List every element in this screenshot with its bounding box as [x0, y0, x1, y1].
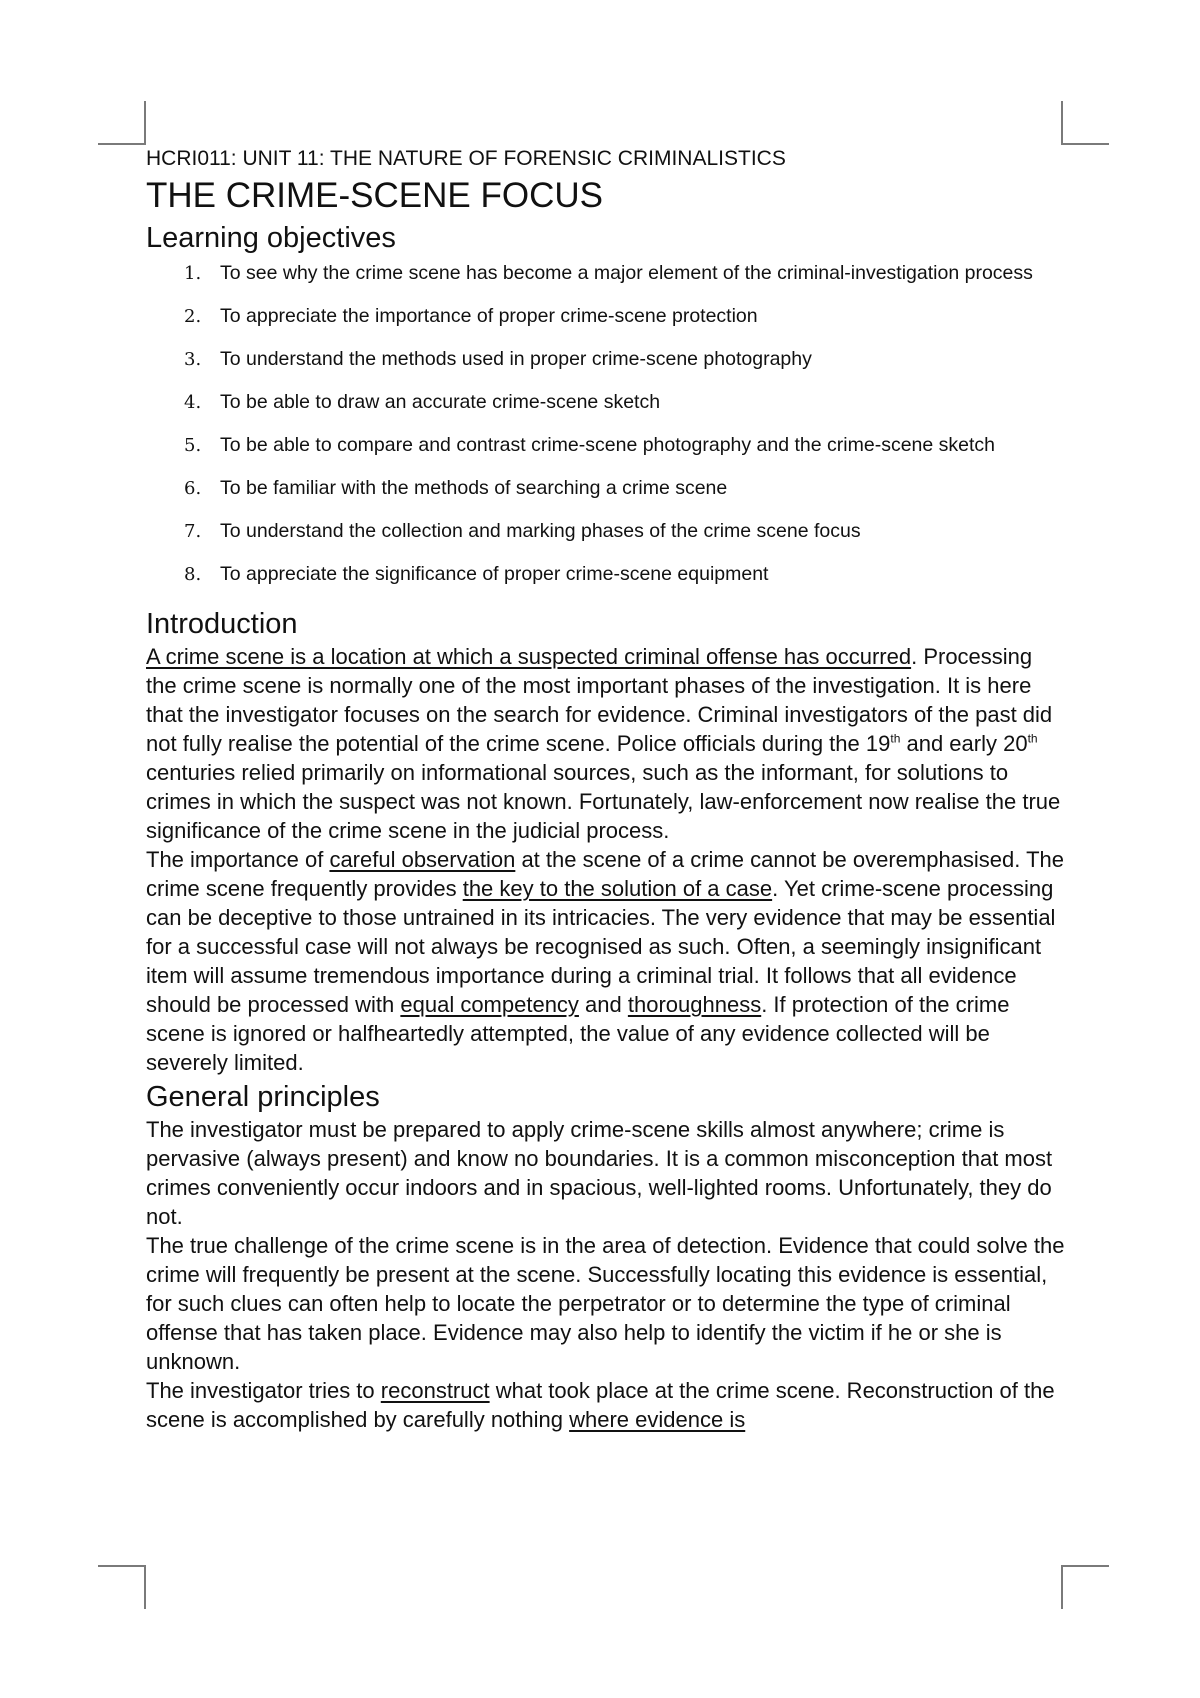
list-item-text: To understand the collection and marking phases of the crime scene focus — [220, 520, 861, 542]
list-item-text: To appreciate the importance of proper crime-scene protection — [220, 305, 758, 327]
crop-mark-bottom-left-horizontal — [98, 1565, 146, 1567]
list-item-number: 2. — [184, 306, 202, 327]
list-item-number: 6. — [184, 478, 202, 499]
crop-mark-top-left-vertical — [144, 101, 146, 145]
paragraph-text: The importance of — [146, 847, 330, 872]
paragraph-text: at the scene of a crime cannot be overemphasised. The crime scene frequently provides — [146, 847, 1065, 901]
list-item — [146, 346, 1066, 373]
list-item-number: 5. — [184, 435, 202, 456]
underlined-text: where evidence is — [569, 1407, 746, 1432]
crop-mark-bottom-left-vertical — [144, 1565, 146, 1609]
underlined-text: reconstruct — [380, 1378, 490, 1403]
list-item-text: To appreciate the significance of proper crime-scene equipment — [220, 563, 769, 585]
list-item — [146, 475, 1066, 502]
list-item-number: 8. — [184, 564, 202, 585]
objectives-list — [146, 260, 1066, 588]
list-item-number: 3. — [184, 349, 202, 370]
paragraph-text: The investigator tries to — [146, 1378, 381, 1403]
introduction-paragraph-2 — [146, 845, 1066, 1077]
general-paragraph-3 — [146, 1376, 1066, 1434]
paragraph-text: . Processing the crime scene is normally one of the most important phases of the investigation. It is here that the investigator focuses on the search for evidence. Criminal investigators of the past did not fully realise the potential of the crime scene. Police officials during the 19 — [146, 644, 1053, 756]
introduction-heading: Introduction — [146, 608, 298, 640]
general-paragraph-1: The investigator must be prepared to apply crime-scene skills almost anywhere; crime is pervasive (always present) and know no boundaries. It is a common misconception that most crimes conveniently occur indoors and in spacious, well-lighted rooms. Unfortunately, they do not. — [146, 1117, 1053, 1229]
general-principles-heading: General principles — [146, 1081, 380, 1113]
crop-mark-top-right-horizontal — [1061, 143, 1109, 145]
paragraph-text: . Yet crime-scene processing can be deceptive to those untrained in its intricacies. The very evidence that may be essential for a successful case will not always be recognised as such. Often, a seemingly insignificant item will assume tremendous importance during a criminal trial. It follows that all evidence should be processed with — [146, 876, 1056, 1017]
crop-mark-bottom-right-horizontal — [1061, 1565, 1109, 1567]
list-item-number: 7. — [184, 521, 202, 542]
list-item-text: To see why the crime scene has become a major element of the criminal-investigation process — [220, 262, 1033, 284]
superscript: th — [890, 731, 901, 746]
list-item — [146, 303, 1066, 330]
list-item-text: To understand the methods used in proper crime-scene photography — [220, 348, 812, 370]
list-item-text: To be able to compare and contrast crime-scene photography and the crime-scene sketch — [220, 434, 996, 456]
paragraph-text: . If protection of the crime scene is ignored or halfheartedly attempted, the value of any evidence collected will be severely limited. — [146, 992, 1010, 1075]
page-content — [146, 144, 1066, 1434]
underlined-text: equal competency — [400, 992, 579, 1017]
unit-header: HCRI011: UNIT 11: THE NATURE OF FORENSIC CRIMINALISTICS — [146, 147, 786, 170]
paragraph-text: centuries relied primarily on informational sources, such as the informant, for solutions to crimes in which the suspect was not known. Fortunately, law-enforcement now realise the true significance of the crime scene in the judicial process. — [146, 760, 1061, 843]
list-item — [146, 561, 1066, 588]
superscript: th — [1027, 731, 1038, 746]
list-item-text: To be able to draw an accurate crime-scene sketch — [220, 391, 661, 413]
learning-objectives-heading: Learning objectives — [146, 222, 396, 254]
list-item-text: To be familiar with the methods of searching a crime scene — [220, 477, 728, 499]
paragraph-text: and — [578, 992, 628, 1017]
crop-mark-top-left-horizontal — [98, 143, 146, 145]
underlined-text: thoroughness — [627, 992, 762, 1017]
page-title: THE CRIME-SCENE FOCUS — [146, 176, 603, 215]
underlined-text: the key to the solution of a case — [462, 876, 773, 901]
list-item — [146, 518, 1066, 545]
list-item-number: 4. — [184, 392, 202, 413]
list-item-number: 1. — [184, 263, 202, 284]
paragraph-text: and early 20 — [900, 731, 1028, 756]
paragraph-text: what took place at the crime scene. Reconstruction of the scene is accomplished by carefully nothing — [146, 1378, 1055, 1432]
crop-mark-bottom-right-vertical — [1061, 1565, 1063, 1609]
underlined-text: careful observation — [329, 847, 516, 872]
underlined-text: A crime scene is a location at which a suspected criminal offense has occurred — [146, 644, 912, 669]
list-item — [146, 389, 1066, 416]
list-item — [146, 260, 1066, 287]
list-item — [146, 432, 1066, 459]
introduction-paragraph-1 — [146, 642, 1066, 845]
crop-mark-top-right-vertical — [1061, 101, 1063, 145]
general-paragraph-2: The true challenge of the crime scene is in the area of detection. Evidence that could solve the crime will frequently be present at the scene. Successfully locating this evidence is essential, for such clues can often help to locate the perpetrator or to determine the type of criminal offense that has taken place. Evidence may also help to identify the victim if he or she is unknown. — [146, 1233, 1065, 1374]
